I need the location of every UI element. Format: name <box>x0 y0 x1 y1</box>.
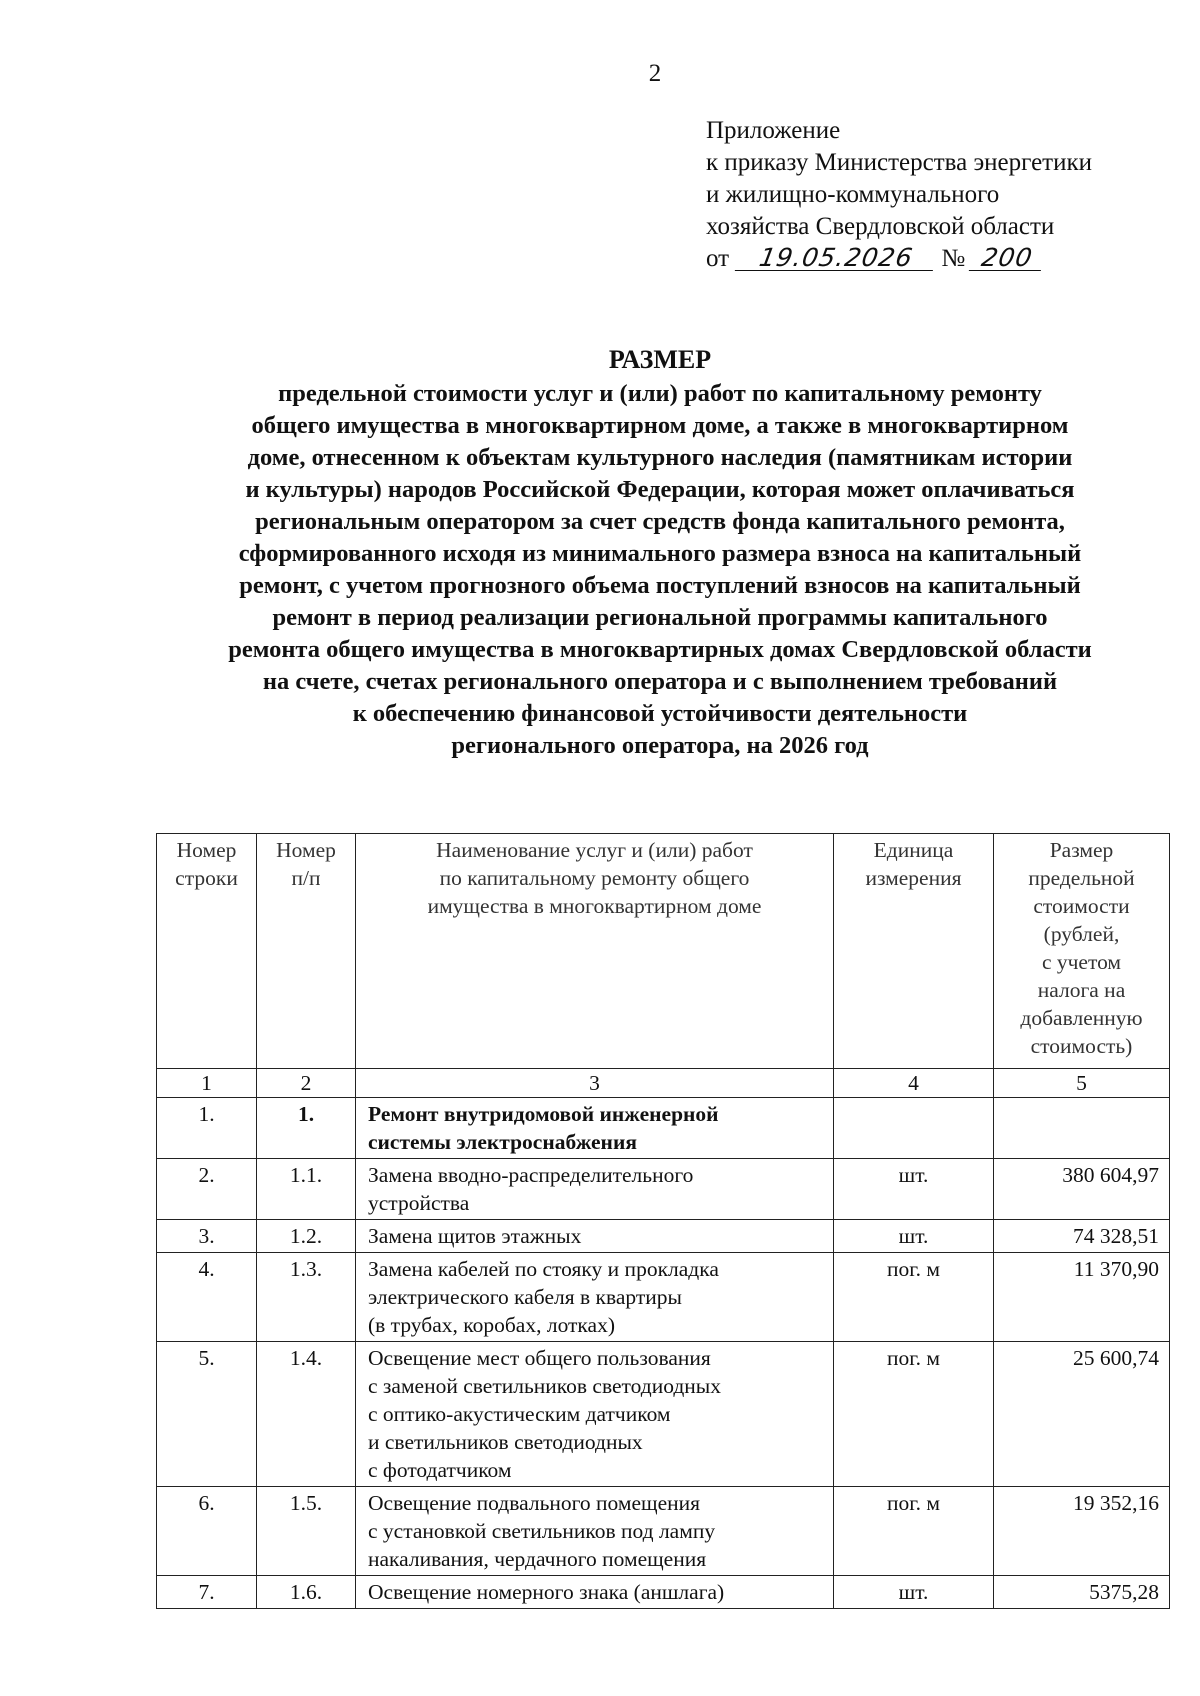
unit-cell <box>834 1098 994 1159</box>
column-number: 2 <box>257 1069 356 1098</box>
header-row-number: Номер строки <box>157 834 257 1069</box>
column-number: 4 <box>834 1069 994 1098</box>
unit-cell: шт. <box>834 1220 994 1253</box>
row-number-cell: 1. <box>157 1098 257 1159</box>
title-line: ремонт, с учетом прогнозного объема поступлений взносов на капитальный <box>239 572 1081 599</box>
table-row <box>157 1342 1170 1487</box>
name-cell: Освещение подвального помещения с установкой светильников под лампу накаливания, чердачного помещения <box>356 1487 834 1576</box>
header-item-number: Номер п/п <box>257 834 356 1069</box>
header-unit: Единица измерения <box>834 834 994 1069</box>
column-number: 3 <box>356 1069 834 1098</box>
cost-cell <box>994 1098 1170 1159</box>
table-row <box>157 1253 1170 1342</box>
handwritten-date: 19.05.2026 <box>735 246 937 271</box>
table-row <box>157 1098 1170 1159</box>
column-number: 5 <box>994 1069 1170 1098</box>
column-number-row <box>157 1069 1170 1098</box>
unit-cell: пог. м <box>834 1253 994 1342</box>
cost-cell: 19 352,16 <box>994 1487 1170 1576</box>
table-row <box>157 1220 1170 1253</box>
row-number-cell: 4. <box>157 1253 257 1342</box>
title-line: и культуры) народов Российской Федерации, которая может оплачиваться <box>245 476 1075 503</box>
cost-table <box>156 833 1170 1609</box>
name-cell: Замена щитов этажных <box>356 1220 834 1253</box>
title-line: ремонта общего имущества в многоквартирных домах Свердловской области <box>228 636 1092 663</box>
table-row <box>157 1487 1170 1576</box>
row-number-cell: 3. <box>157 1220 257 1253</box>
title-line: регионального оператора, на 2026 год <box>451 732 869 759</box>
title-heading: РАЗМЕР <box>608 345 712 374</box>
row-number-cell: 2. <box>157 1159 257 1220</box>
cost-cell: 25 600,74 <box>994 1342 1170 1487</box>
cost-cell: 11 370,90 <box>994 1253 1170 1342</box>
unit-cell: пог. м <box>834 1487 994 1576</box>
item-number-cell: 1.3. <box>257 1253 356 1342</box>
unit-cell: шт. <box>834 1576 994 1609</box>
table-row <box>157 1576 1170 1609</box>
row-number-cell: 7. <box>157 1576 257 1609</box>
column-number: 1 <box>157 1069 257 1098</box>
table-header-row <box>157 834 1170 1069</box>
row-number-cell: 6. <box>157 1487 257 1576</box>
cost-cell: 380 604,97 <box>994 1159 1170 1220</box>
title-line: сформированного исходя из минимального размера взноса на капитальный <box>238 540 1082 567</box>
document-title <box>140 344 1180 762</box>
name-cell: Замена вводно-распределительного устройства <box>356 1159 834 1220</box>
appendix-line: Приложение <box>706 117 841 144</box>
row-number-cell: 5. <box>157 1342 257 1487</box>
title-line: на счете, счетах регионального оператора и с выполнением требований <box>262 668 1058 695</box>
title-line: к обеспечению финансовой устойчивости деятельности <box>352 700 968 727</box>
item-number-cell: 1. <box>257 1098 356 1159</box>
item-number-cell: 1.6. <box>257 1576 356 1609</box>
item-number-cell: 1.2. <box>257 1220 356 1253</box>
appendix-line: хозяйства Свердловской области <box>706 213 1055 240</box>
name-cell: Освещение мест общего пользования с заменой светильников светодиодных с оптико-акустическим датчиком и светильников светодиодных с фотодатчиком <box>356 1342 834 1487</box>
header-cost: Размер предельной стоимости (рублей, с учетом налога на добавленную стоимость) <box>994 834 1170 1069</box>
header-name: Наименование услуг и (или) работ по капитальному ремонту общего имущества в многоквартирном доме <box>356 834 834 1069</box>
appendix-line: и жилищно-коммунального <box>706 181 1000 208</box>
appendix-line: к приказу Министерства энергетики <box>706 149 1092 176</box>
unit-cell: пог. м <box>834 1342 994 1487</box>
cost-cell: 5375,28 <box>994 1576 1170 1609</box>
number-sign: № <box>941 245 966 272</box>
page-number: 2 <box>648 60 662 87</box>
appendix-date-line <box>706 243 1092 275</box>
unit-cell: шт. <box>834 1159 994 1220</box>
handwritten-number: 200 <box>969 246 1045 271</box>
name-cell: Освещение номерного знака (аншлага) <box>356 1576 834 1609</box>
item-number-cell: 1.4. <box>257 1342 356 1487</box>
title-line: общего имущества в многоквартирном доме, а также в многоквартирном <box>251 412 1069 439</box>
cost-cell: 74 328,51 <box>994 1220 1170 1253</box>
title-line: доме, отнесенном к объектам культурного наследия (памятникам истории <box>247 444 1073 471</box>
title-line: ремонт в период реализации региональной программы капитального <box>272 604 1048 631</box>
title-line: предельной стоимости услуг и (или) работ по капитальному ремонту <box>278 380 1042 407</box>
table-row <box>157 1159 1170 1220</box>
item-number-cell: 1.1. <box>257 1159 356 1220</box>
appendix-block <box>706 115 1092 275</box>
name-cell: Ремонт внутридомовой инженерной системы электроснабжения <box>356 1098 834 1159</box>
title-line: региональным оператором за счет средств фонда капитального ремонта, <box>255 508 1065 535</box>
from-prefix: от <box>706 245 730 272</box>
item-number-cell: 1.5. <box>257 1487 356 1576</box>
name-cell: Замена кабелей по стояку и прокладка электрического кабеля в квартиры (в трубах, коробах, лотках) <box>356 1253 834 1342</box>
